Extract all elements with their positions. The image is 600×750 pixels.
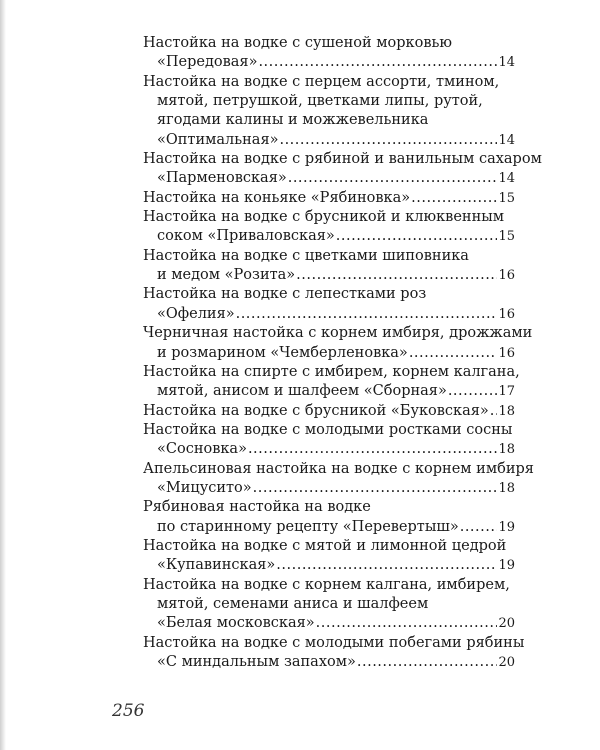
toc-entry <box>143 537 515 576</box>
toc-entry-last-line <box>143 440 515 459</box>
toc-entry-last-line <box>143 479 515 498</box>
toc-entry-title-end: «Мицусито» <box>157 479 252 496</box>
toc-entry-page: 18 <box>498 480 515 496</box>
toc-entry <box>143 402 515 421</box>
toc-entry-title-end: «С миндальным запахом» <box>157 654 356 670</box>
toc-entry-last-line <box>143 556 515 575</box>
toc-entry <box>143 285 515 324</box>
toc-entry-last-line <box>143 344 515 363</box>
toc-entry-title-end: «Купавинская» <box>157 557 276 574</box>
toc-entry <box>143 34 515 73</box>
dot-leader <box>448 382 498 401</box>
dot-leader <box>409 344 498 363</box>
dot-leader <box>316 614 498 633</box>
toc-entry-page: 14 <box>498 171 515 187</box>
dot-leader <box>296 266 497 285</box>
page-number: 256 <box>112 701 145 721</box>
dot-leader <box>490 402 498 421</box>
toc-entry-title-end: по старинному рецепту «Перевертыш» <box>157 518 459 535</box>
dot-leader <box>411 189 497 208</box>
toc-entry-title-end: «Сосновка» <box>157 441 247 458</box>
toc-entry-last-line <box>143 653 515 672</box>
toc-entry-page: 17 <box>498 384 515 400</box>
toc-entry-title-line: Настойка на водке с молодыми побегами рябины <box>143 634 525 651</box>
toc-entry <box>143 208 515 247</box>
toc-entry-title-line: Настойка на водке с цветками шиповника <box>143 247 469 264</box>
toc-entry <box>143 634 525 673</box>
toc-entry-page: 16 <box>498 345 515 361</box>
toc-entry <box>143 576 515 634</box>
toc-entry-page: 20 <box>498 616 515 632</box>
toc-entry-page: 15 <box>498 190 515 206</box>
toc-entry-title-line: Настойка на спирте с имбирем, корнем калгана, <box>143 363 520 380</box>
toc-entry-title-line: ягодами калины и можжевельника <box>157 112 429 129</box>
toc-entry-last-line <box>143 518 515 537</box>
toc-entry-page: 19 <box>498 519 515 535</box>
dot-leader <box>248 440 498 459</box>
toc-entry-last-line <box>143 169 515 188</box>
toc-entry-page: 20 <box>498 655 515 670</box>
page-edge-shadow <box>0 0 6 750</box>
toc-entry-title-line: Настойка на водке с сушеной морковью <box>143 35 453 51</box>
toc-entry-title-end: и розмарином «Чемберленовка» <box>157 344 408 361</box>
toc-entry-title-end: «Оптимальная» <box>157 131 279 148</box>
toc-entry-title-line: Настойка на водке с брусникой и клюквенным <box>143 209 505 226</box>
toc-entry-last-line <box>143 266 515 285</box>
toc-entry-page: 16 <box>498 268 515 284</box>
toc-entry-last-line <box>143 402 515 421</box>
toc-entry-title-end: и медом «Розита» <box>157 267 296 284</box>
toc-entry-title-line: Настойка на водке с рябиной и ванильным сахаром <box>143 151 542 168</box>
dot-leader <box>253 479 498 498</box>
toc-entry-title-line: Настойка на водке с перцем ассорти, тмином, <box>143 73 500 90</box>
toc-entry <box>143 460 534 499</box>
toc-entry-last-line <box>143 614 515 633</box>
toc-entry-last-line <box>143 305 515 324</box>
toc-entry-title-end: соком «Приваловская» <box>157 228 335 245</box>
toc-entry-title-end: «Белая московская» <box>157 615 315 632</box>
dot-leader <box>279 131 497 150</box>
dot-leader <box>357 653 498 672</box>
toc-entry-title-line: мятой, петрушкой, цветками липы, рутой, <box>157 93 483 110</box>
toc-entry-page: 16 <box>498 306 515 322</box>
toc-entry-last-line <box>143 227 515 246</box>
dot-leader <box>258 53 497 72</box>
toc-entry-title-end: мятой, анисом и шалфеем «Сборная» <box>157 383 447 400</box>
toc-entry <box>143 363 520 402</box>
toc-entry <box>143 324 533 363</box>
toc-entry-title-line: Настойка на водке с мятой и лимонной цедрой <box>143 537 507 554</box>
dot-leader <box>236 305 498 324</box>
toc-entry-title-end: Настойка на водке с брусникой «Буковская» <box>143 402 489 419</box>
toc-entry-last-line <box>143 53 515 72</box>
table-of-contents <box>143 34 542 672</box>
toc-entry-title-line: Рябиновая настойка на водке <box>143 499 371 516</box>
toc-entry-title-line: мятой, семенами аниса и шалфеем <box>157 595 429 612</box>
toc-entry-last-line <box>143 382 515 401</box>
toc-entry-title-end: «Офелия» <box>157 305 235 322</box>
toc-entry-title-end: «Парменовская» <box>157 170 287 187</box>
toc-entry-page: 14 <box>498 55 515 71</box>
toc-entry-title-end: «Передовая» <box>157 54 258 71</box>
toc-entry-title-line: Черничная настойка с корнем имбиря, дрожжами <box>143 325 533 342</box>
toc-entry <box>143 189 515 208</box>
toc-entry-last-line <box>143 131 515 150</box>
toc-entry-title-end: Настойка на коньяке «Рябиновка» <box>143 189 411 206</box>
toc-entry-title-line: Апельсиновая настойка на водке с корнем имбиря <box>143 460 534 477</box>
toc-entry <box>143 421 515 460</box>
toc-entry <box>143 73 515 150</box>
toc-entry <box>143 247 515 286</box>
dot-leader <box>336 227 498 246</box>
toc-entry-page: 15 <box>498 229 515 245</box>
toc-entry-page: 18 <box>498 403 515 419</box>
toc-entry-page: 19 <box>498 558 515 574</box>
dot-leader <box>288 169 498 188</box>
toc-entry-title-line: Настойка на водке с лепестками роз <box>143 286 427 303</box>
toc-entry <box>143 150 542 189</box>
toc-entry-page: 14 <box>498 132 515 148</box>
toc-entry-last-line <box>143 189 515 208</box>
toc-entry-page: 18 <box>498 442 515 458</box>
dot-leader <box>460 518 498 537</box>
toc-entry-title-line: Настойка на водке с молодыми ростками сосны <box>143 421 513 438</box>
dot-leader <box>276 556 497 575</box>
toc-entry <box>143 498 515 537</box>
toc-entry-title-line: Настойка на водке с корнем калгана, имбирем, <box>143 576 510 593</box>
